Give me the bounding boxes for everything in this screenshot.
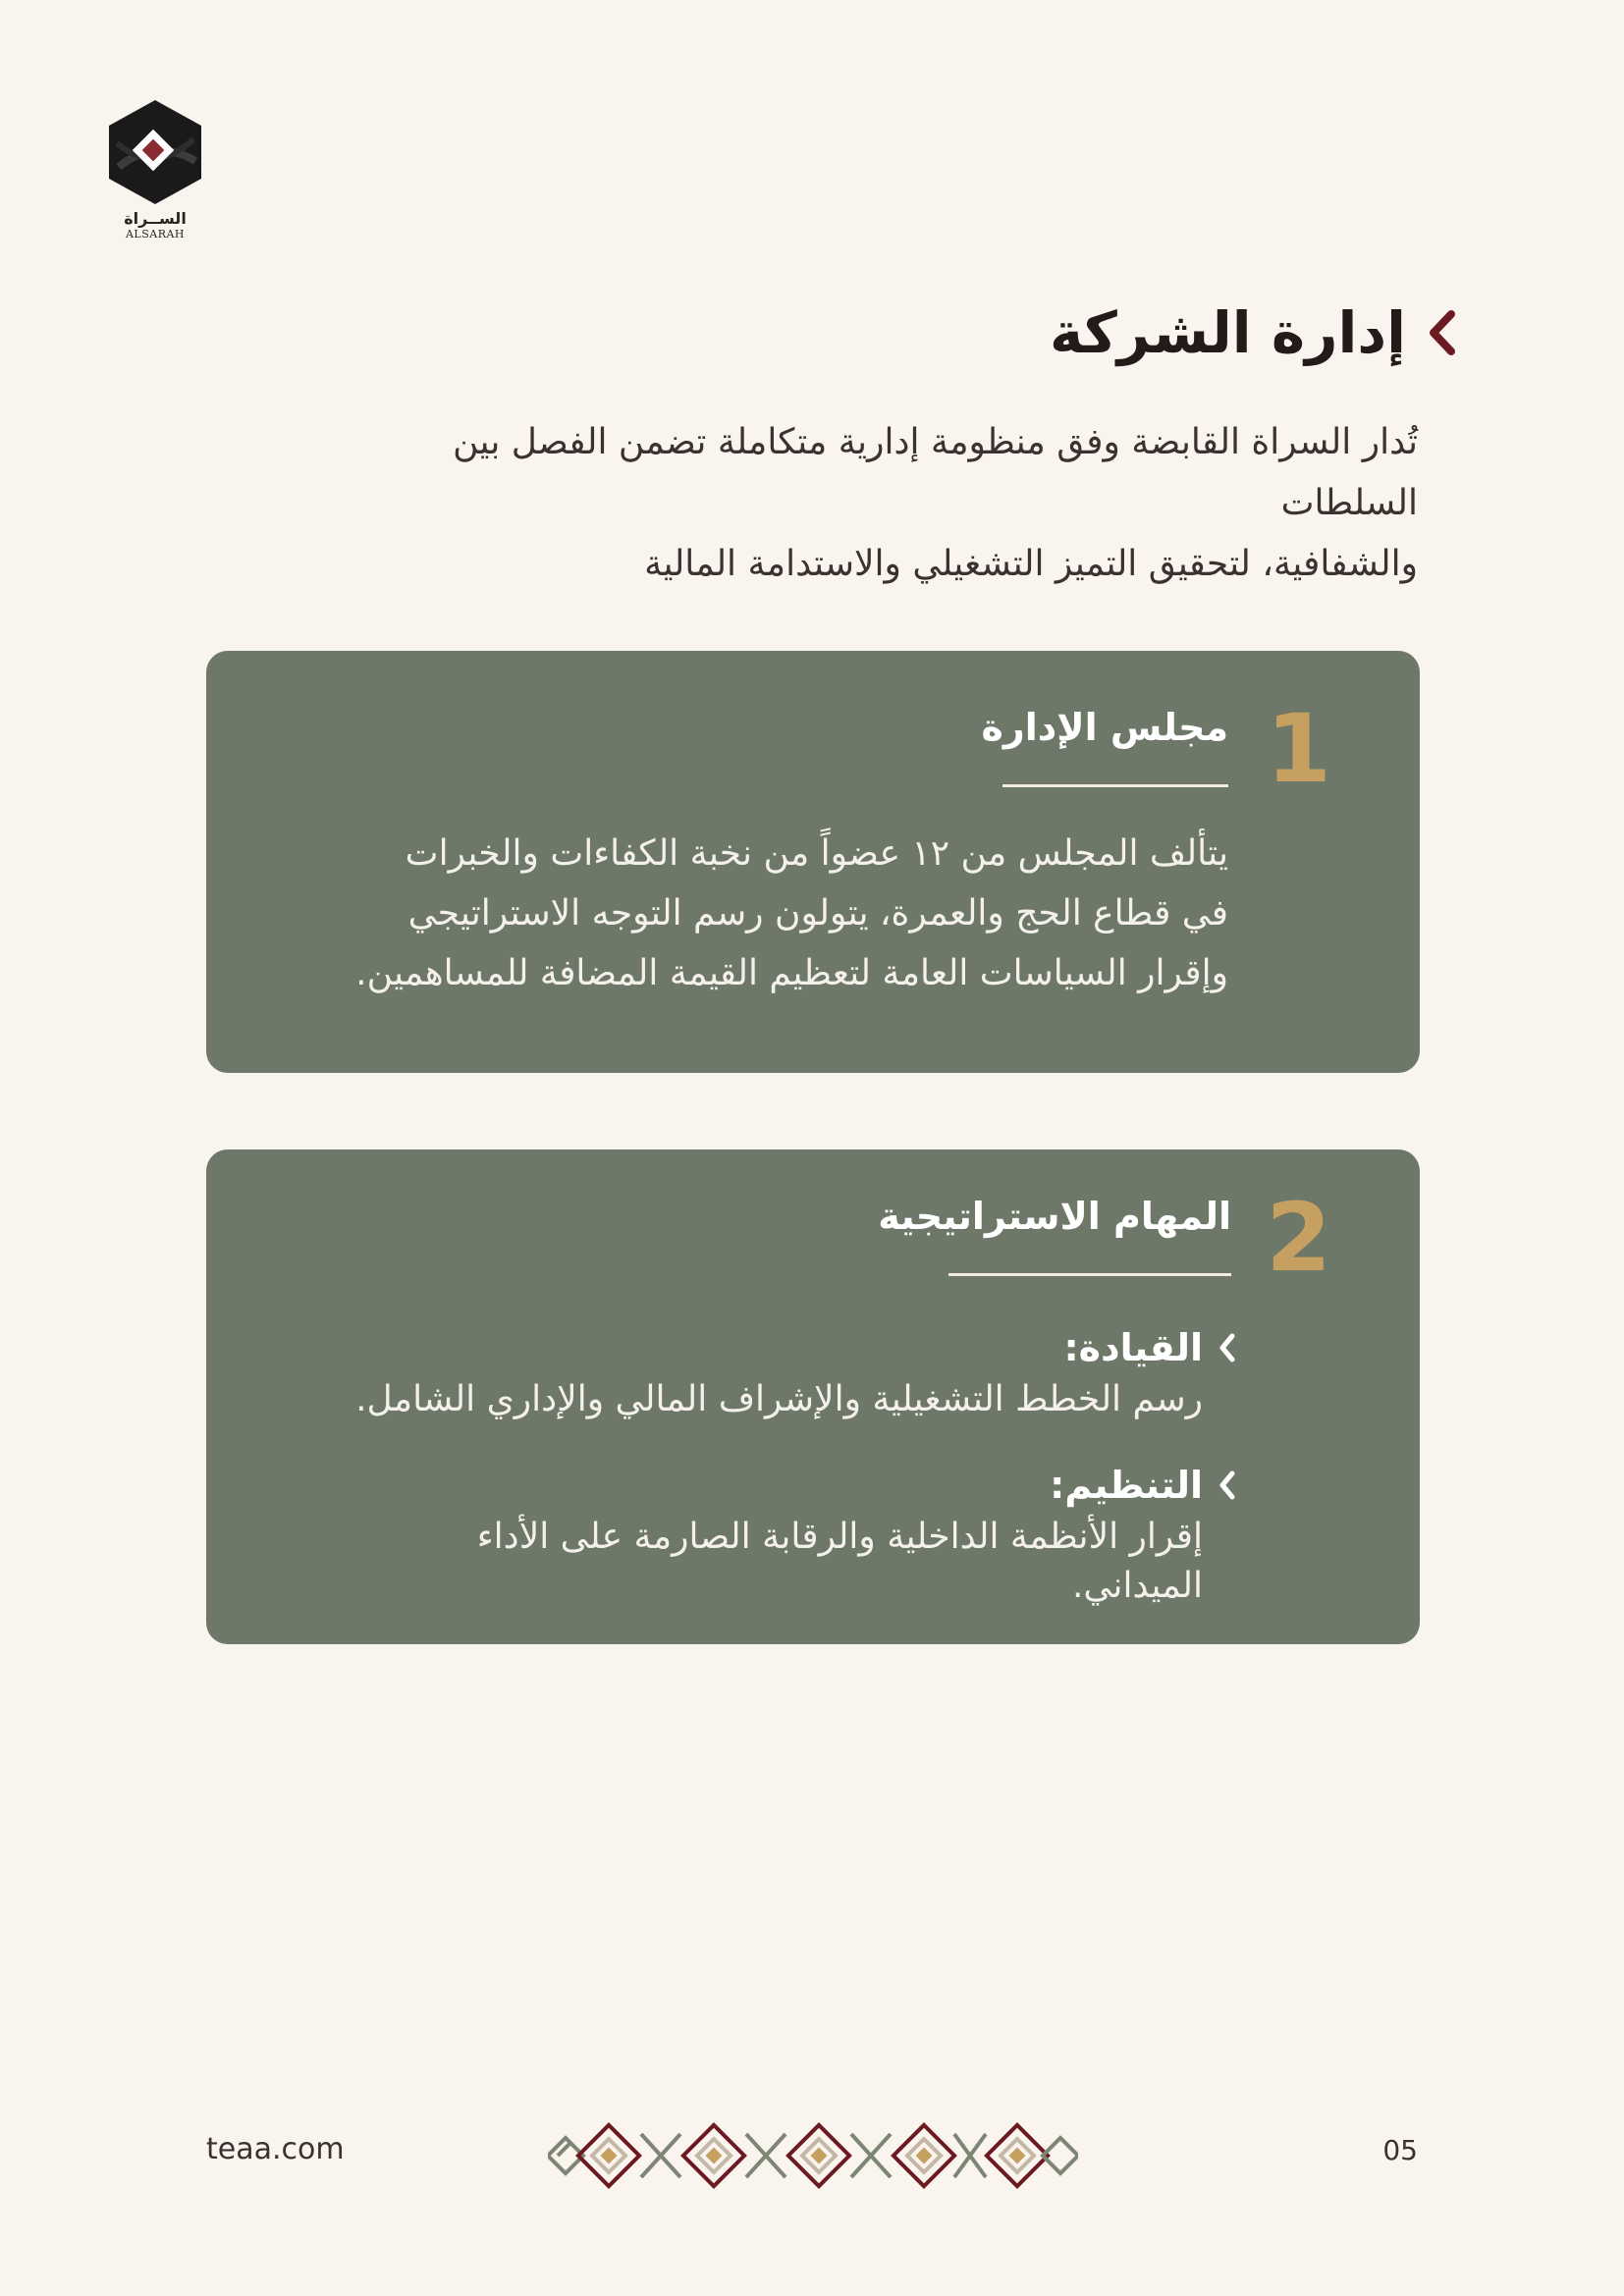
chevron-left-icon [1217, 1330, 1238, 1365]
company-logo [98, 98, 212, 241]
intro-line: والشفافية، لتحقيق التميز التشغيلي والاستدامة المالية [644, 544, 1418, 584]
list-item-text: رسم الخطط التشغيلية والإشراف المالي والإداري الشامل. [355, 1379, 1203, 1419]
card-number: 1 [1266, 694, 1331, 804]
list-item [354, 1464, 1238, 1611]
strategic-tasks-card [206, 1149, 1420, 1644]
body-line: في قطاع الحج والعمرة، يتولون رسم التوجه الاستراتيجي [407, 893, 1228, 934]
logo-mark-icon [101, 98, 209, 206]
intro-paragraph [338, 412, 1418, 595]
list-item-text: إقرار الأنظمة الداخلية والرقابة الصارمة على الأداء الميداني. [476, 1517, 1203, 1606]
card-title: مجلس الإدارة [981, 706, 1228, 749]
title-underline [948, 1273, 1231, 1276]
logo-latin-text: ALSARAH [125, 228, 186, 240]
page-number: 05 [1382, 2134, 1418, 2166]
chevron-left-icon [1428, 308, 1457, 357]
card-title: المهام الاستراتيجية [878, 1195, 1231, 1238]
chevron-left-icon [1217, 1468, 1238, 1503]
list-item-title [354, 1464, 1238, 1507]
card-body [246, 824, 1228, 1003]
body-line: وإقرار السياسات العامة لتعظيم القيمة المضافة للمساهمين. [355, 953, 1228, 993]
footer-url: teaa.com [206, 2132, 345, 2166]
logo-arabic-text: الســراة [124, 209, 187, 228]
body-line: يتألف المجلس من ١٢ عضواً من نخبة الكفاءات والخبرات [405, 833, 1228, 874]
page-header [1050, 299, 1457, 366]
page-title: إدارة الشركة [1049, 299, 1406, 366]
list-item-label: القيادة: [1063, 1326, 1203, 1369]
intro-line: تُدار السراة القابضة وفق منظومة إدارية متكاملة تضمن الفصل بين السلطات [453, 422, 1418, 523]
board-card [206, 651, 1420, 1073]
list-item-label: التنظيم: [1050, 1464, 1203, 1507]
title-underline [1002, 784, 1228, 787]
card-number: 2 [1266, 1183, 1331, 1293]
list-item-title [354, 1326, 1238, 1369]
list-item [354, 1326, 1238, 1424]
ornament-border-icon [548, 2120, 1078, 2191]
